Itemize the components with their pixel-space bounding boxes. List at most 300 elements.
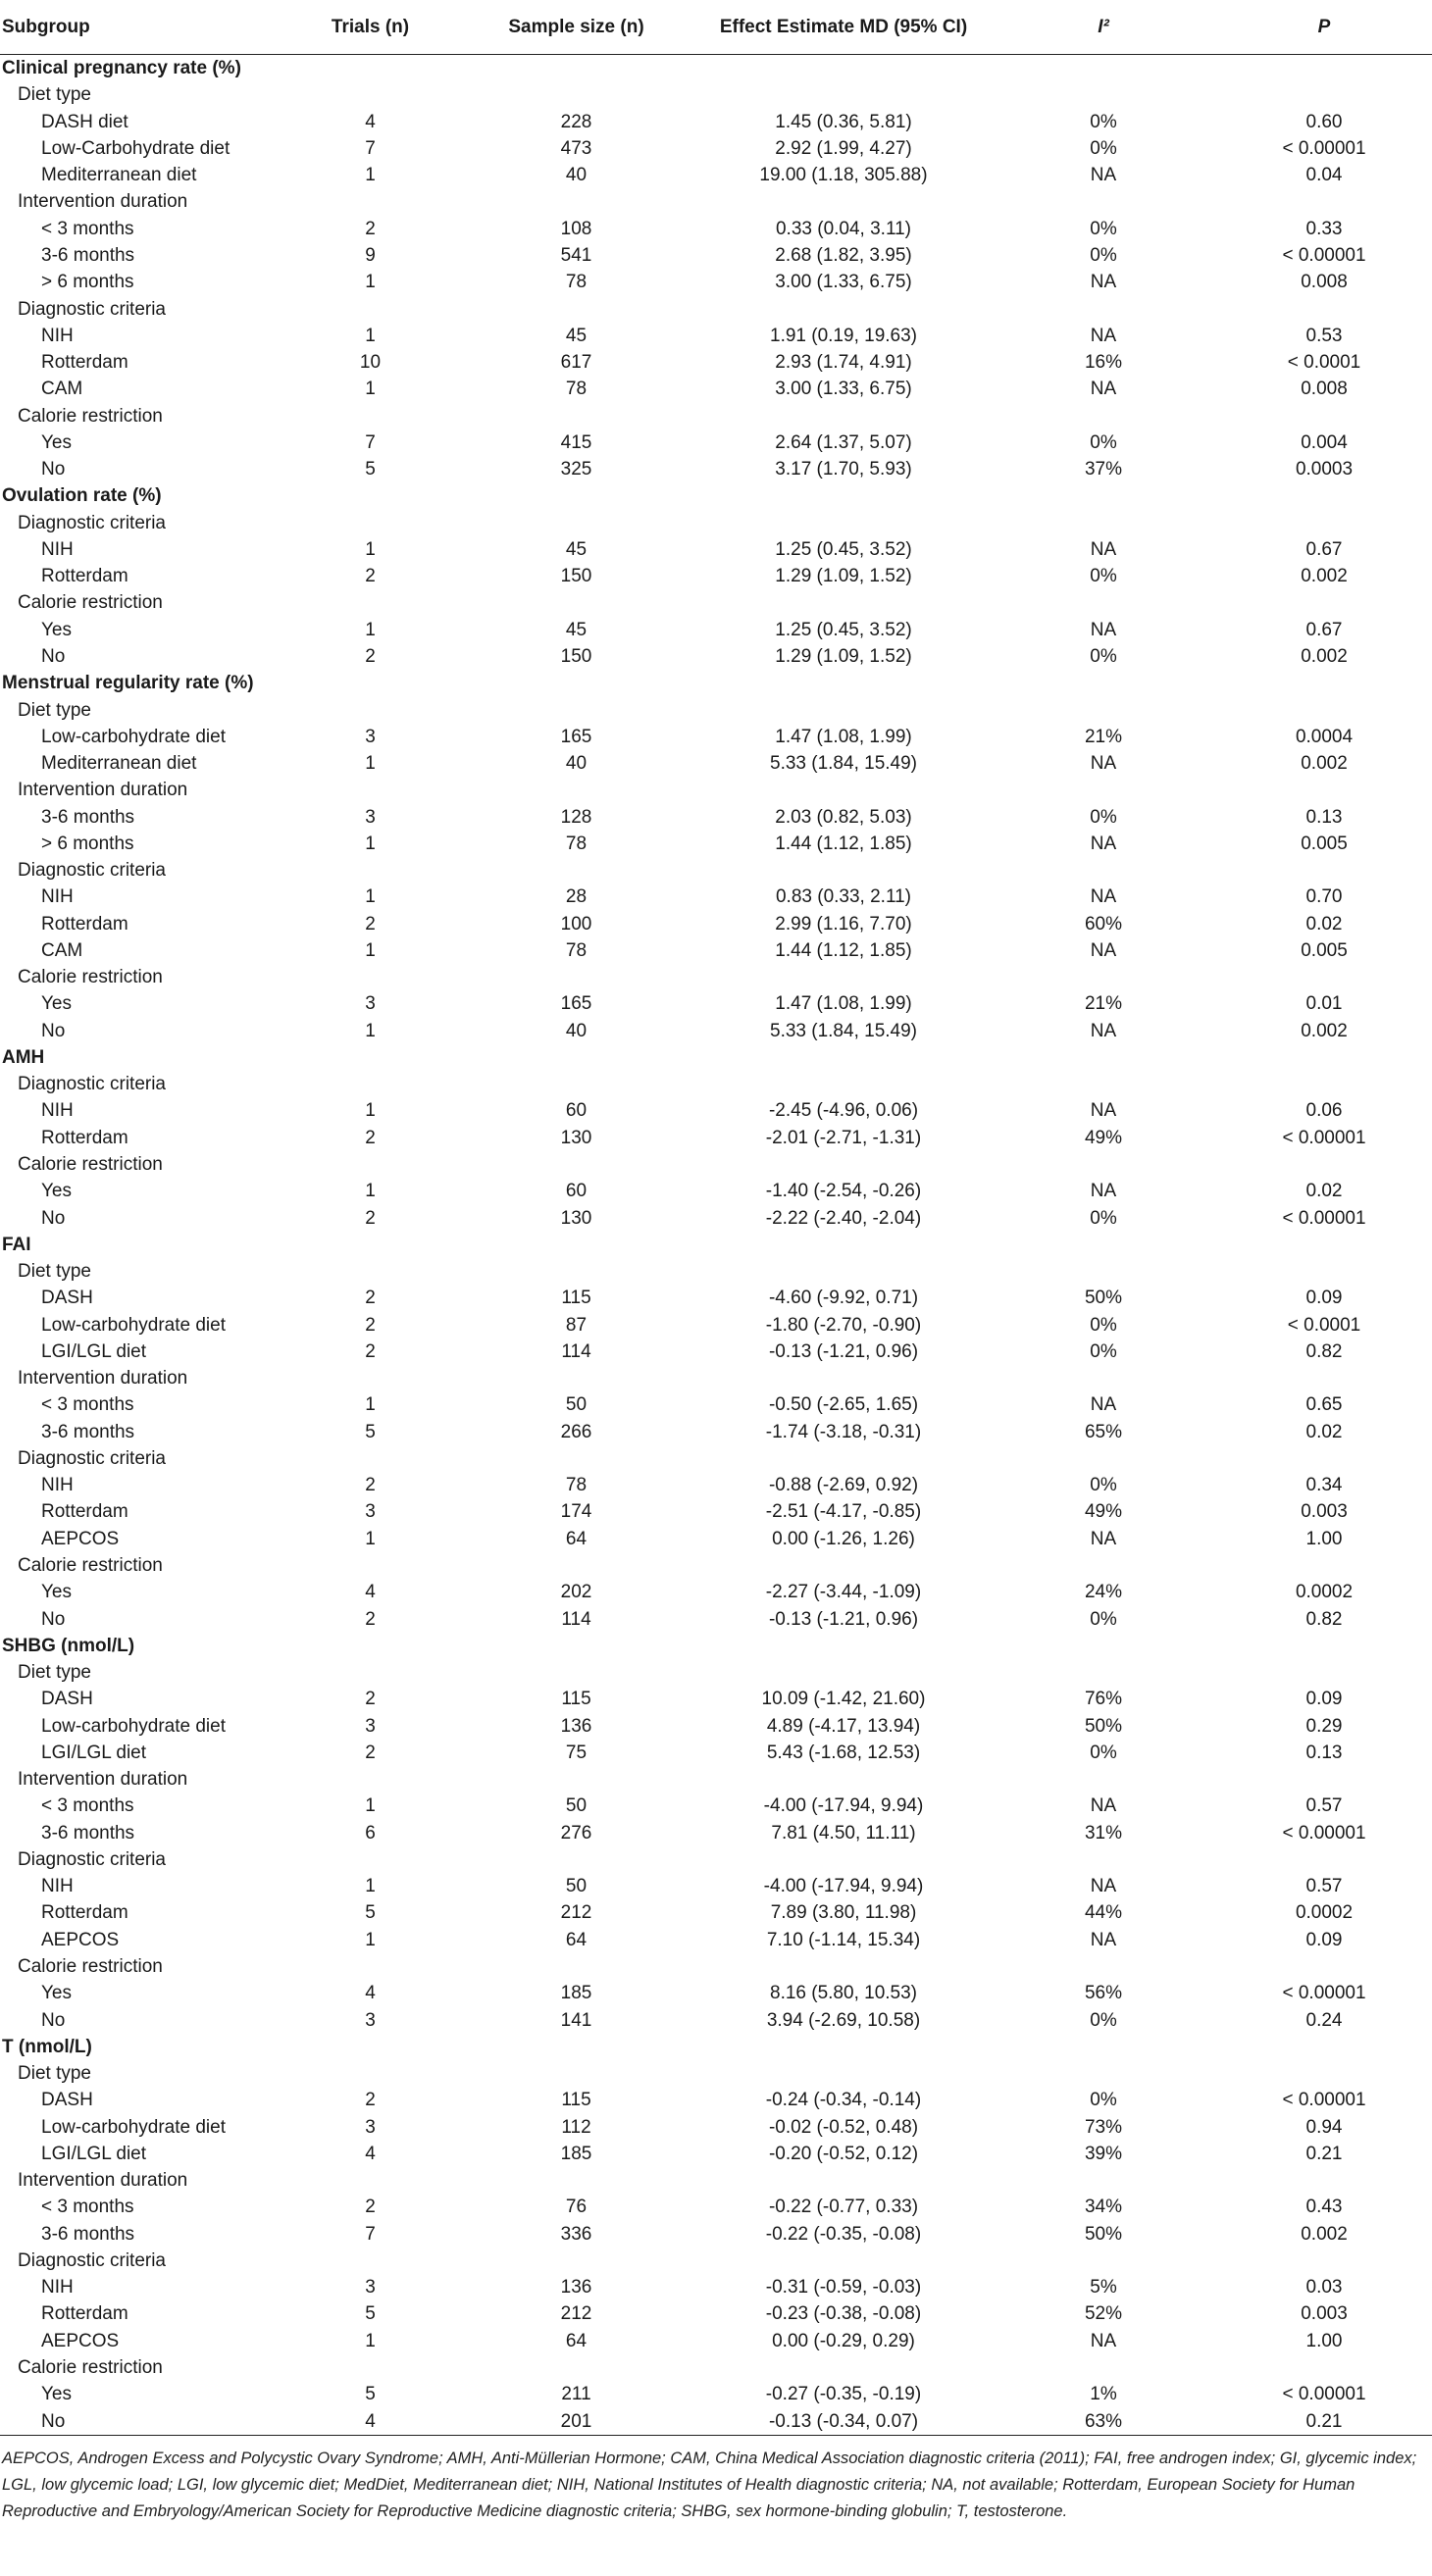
subgroup-cell: 3-6 months xyxy=(41,1822,135,1844)
section-row xyxy=(0,1232,1432,1258)
table-row xyxy=(0,2407,1432,2435)
trials-cell xyxy=(284,1846,456,1873)
table-row xyxy=(0,563,1432,589)
effect-estimate-cell xyxy=(696,1846,991,1873)
p-value-cell: 0.94 xyxy=(1305,2116,1343,2138)
effect-estimate-cell: -0.27 (-0.35, -0.19) xyxy=(765,2384,922,2405)
trials-cell xyxy=(284,1044,456,1071)
trials-cell: 3 xyxy=(365,806,376,828)
sample-size-cell: 112 xyxy=(561,2116,591,2138)
i-squared-cell: 0% xyxy=(1090,1340,1117,1362)
sample-size-cell: 50 xyxy=(565,1394,588,1416)
subgroup-cell: Calorie restriction xyxy=(18,1955,163,1977)
i-squared-cell: NA xyxy=(1090,165,1117,186)
subgroup-cell: 3-6 months xyxy=(41,806,135,828)
trials-cell xyxy=(284,2354,456,2381)
i-squared-cell xyxy=(991,81,1216,108)
sample-size-cell: 201 xyxy=(456,2407,696,2435)
effect-estimate-cell xyxy=(696,777,991,803)
sample-size-cell xyxy=(456,188,696,215)
effect-estimate-cell xyxy=(696,295,991,322)
p-value-cell xyxy=(1216,1258,1432,1285)
i-squared-cell xyxy=(991,2060,1216,2087)
effect-estimate-cell xyxy=(696,1659,991,1686)
table-row xyxy=(0,1579,1432,1605)
subgroup-cell: Yes xyxy=(41,431,72,453)
table-row xyxy=(0,1472,1432,1498)
subgroup-cell: 3-6 months xyxy=(41,2223,135,2245)
effect-estimate-cell xyxy=(696,1633,991,1659)
trials-cell: 6 xyxy=(365,1822,376,1844)
sample-size-cell: 228 xyxy=(560,111,592,132)
i-squared-cell xyxy=(991,482,1216,509)
trials-cell: 7 xyxy=(365,137,376,159)
sample-size-cell: 45 xyxy=(565,325,588,346)
i-squared-cell xyxy=(991,1232,1216,1258)
i-squared-cell: NA xyxy=(1090,886,1117,908)
effect-estimate-cell xyxy=(696,402,991,429)
group-row xyxy=(0,81,1432,108)
trials-cell: 2 xyxy=(365,1475,376,1496)
sample-size-cell: 165 xyxy=(560,993,592,1015)
p-value-cell: 0.04 xyxy=(1305,165,1343,186)
table-row xyxy=(0,643,1432,670)
subgroup-cell: Calorie restriction xyxy=(18,2356,163,2378)
i-squared-cell xyxy=(991,589,1216,616)
p-value-cell: 0.09 xyxy=(1305,1929,1343,1950)
trials-cell xyxy=(284,670,456,696)
sample-size-cell: 473 xyxy=(560,137,592,159)
effect-estimate-cell: 1.25 (0.45, 3.52) xyxy=(775,538,912,560)
sample-size-cell: 325 xyxy=(560,459,592,480)
effect-estimate-cell xyxy=(696,670,991,696)
table-row xyxy=(0,1526,1432,1552)
trials-cell: 1 xyxy=(365,538,376,560)
sample-size-cell xyxy=(456,81,696,108)
table-row xyxy=(0,135,1432,162)
p-value-cell: 0.005 xyxy=(1301,833,1348,854)
effect-estimate-cell: 8.16 (5.80, 10.53) xyxy=(770,1983,917,2004)
effect-estimate-cell: 3.00 (1.33, 6.75) xyxy=(775,272,912,293)
subgroup-cell: Rotterdam xyxy=(41,913,128,934)
table-row xyxy=(0,1391,1432,1418)
p-value-cell: < 0.0001 xyxy=(1287,352,1361,374)
effect-estimate-cell xyxy=(696,964,991,990)
trials-cell: 9 xyxy=(365,244,376,266)
i-squared-cell xyxy=(991,1365,1216,1391)
effect-estimate-cell: 2.68 (1.82, 3.95) xyxy=(775,244,912,266)
sample-size-cell xyxy=(456,295,696,322)
effect-estimate-cell: -0.13 (-0.34, 0.07) xyxy=(696,2407,991,2435)
i-squared-cell: 0% xyxy=(1090,218,1117,239)
subgroup-cell: No xyxy=(41,1207,66,1229)
trials-cell xyxy=(284,1659,456,1686)
sample-size-cell: 114 xyxy=(561,1608,591,1630)
table-row xyxy=(0,1125,1432,1151)
p-value-cell: 0.002 xyxy=(1301,753,1348,775)
effect-estimate-cell xyxy=(696,589,991,616)
i-squared-cell: NA xyxy=(1090,939,1117,961)
i-squared-cell: 56% xyxy=(1084,1983,1123,2004)
trials-cell: 1 xyxy=(365,939,376,961)
trials-cell xyxy=(284,482,456,509)
i-squared-cell: 0% xyxy=(1090,244,1117,266)
i-squared-cell xyxy=(991,55,1216,82)
trials-cell xyxy=(284,696,456,723)
subgroup-cell: Ovulation rate (%) xyxy=(2,485,162,507)
i-squared-cell: NA xyxy=(1090,1100,1117,1122)
p-value-cell xyxy=(1216,670,1432,696)
effect-estimate-cell: 1.25 (0.45, 3.52) xyxy=(775,619,912,640)
trials-cell: 7 xyxy=(365,2223,376,2245)
p-value-cell: 0.005 xyxy=(1301,939,1348,961)
trials-cell: 5 xyxy=(365,2303,376,2325)
effect-estimate-cell: 2.99 (1.16, 7.70) xyxy=(775,913,912,934)
table-body xyxy=(0,55,1432,2436)
p-value-cell: 0.02 xyxy=(1305,1421,1343,1442)
p-value-cell: 0.21 xyxy=(1216,2407,1432,2435)
p-value-cell xyxy=(1216,1953,1432,1980)
i-squared-cell: 0% xyxy=(1090,645,1117,667)
effect-estimate-cell xyxy=(696,1258,991,1285)
sample-size-cell: 136 xyxy=(560,1715,592,1737)
i-squared-cell xyxy=(991,964,1216,990)
subgroup-cell: Yes xyxy=(41,619,72,640)
effect-estimate-cell: -0.20 (-0.52, 0.12) xyxy=(768,2143,919,2164)
sample-size-cell: 40 xyxy=(565,165,588,186)
p-value-cell: 0.70 xyxy=(1305,886,1343,908)
i-squared-cell: 49% xyxy=(1084,1501,1123,1523)
subgroup-cell: Low-carbohydrate diet xyxy=(41,1314,226,1336)
sample-size-cell: 76 xyxy=(565,2197,588,2218)
effect-estimate-cell xyxy=(696,2248,991,2274)
p-value-cell: < 0.00001 xyxy=(1282,1127,1366,1148)
sample-size-cell xyxy=(456,402,696,429)
table-row xyxy=(0,1097,1432,1124)
i-squared-cell: 63% xyxy=(991,2407,1216,2435)
sample-size-cell xyxy=(456,1445,696,1472)
effect-estimate-cell: 7.89 (3.80, 11.98) xyxy=(770,1902,917,1924)
sample-size-cell: 266 xyxy=(560,1421,592,1442)
subgroup-cell: Mediterranean diet xyxy=(41,753,197,775)
p-value-cell: 0.0004 xyxy=(1295,726,1354,747)
group-row xyxy=(0,1552,1432,1579)
p-value-cell xyxy=(1216,1365,1432,1391)
sample-size-cell: 108 xyxy=(560,218,592,239)
trials-cell: 1 xyxy=(365,1795,376,1817)
table-row xyxy=(0,269,1432,295)
header-row xyxy=(0,0,1432,55)
i-squared-cell: 24% xyxy=(1084,1582,1123,1603)
section-row xyxy=(0,1633,1432,1659)
trials-cell: 4 xyxy=(365,111,376,132)
subgroup-cell: Diagnostic criteria xyxy=(18,298,166,320)
sample-size-cell: 78 xyxy=(565,272,588,293)
sample-size-cell: 541 xyxy=(560,244,592,266)
i-squared-cell xyxy=(991,402,1216,429)
sample-size-cell: 64 xyxy=(565,1528,588,1549)
p-value-cell xyxy=(1216,2354,1432,2381)
i-squared-cell: 34% xyxy=(1084,2197,1123,2218)
p-value-cell xyxy=(1216,589,1432,616)
subgroup-cell: LGI/LGL diet xyxy=(41,2143,147,2164)
table-row xyxy=(0,1018,1432,1044)
subgroup-cell: Intervention duration xyxy=(18,2170,188,2192)
sample-size-cell: 64 xyxy=(565,2330,588,2351)
sample-size-cell xyxy=(456,2167,696,2194)
subgroup-cell: < 3 months xyxy=(41,2197,134,2218)
subgroup-cell: Low-carbohydrate diet xyxy=(41,2116,226,2138)
effect-estimate-cell: -1.80 (-2.70, -0.90) xyxy=(765,1314,922,1336)
i-squared-cell: 76% xyxy=(1084,1689,1123,1710)
subgroup-cell: NIH xyxy=(41,538,74,560)
effect-estimate-cell: -0.13 (-1.21, 0.96) xyxy=(768,1608,919,1630)
p-value-cell: 0.004 xyxy=(1301,431,1348,453)
i-squared-cell: 0% xyxy=(1090,431,1117,453)
effect-estimate-cell xyxy=(696,857,991,884)
i-squared-cell: 65% xyxy=(1084,1421,1123,1442)
p-value-cell: 0.002 xyxy=(1301,1020,1348,1041)
sample-size-cell: 78 xyxy=(565,833,588,854)
table-row xyxy=(0,803,1432,830)
p-value-cell xyxy=(1216,1071,1432,1097)
i-squared-cell: NA xyxy=(1090,538,1117,560)
subgroup-cell: < 3 months xyxy=(41,1394,134,1416)
subgroup-cell: Calorie restriction xyxy=(18,1154,163,1176)
group-row xyxy=(0,188,1432,215)
p-value-cell: < 0.00001 xyxy=(1282,2090,1366,2111)
subgroup-cell: No xyxy=(41,2009,66,2031)
i-squared-cell xyxy=(991,1633,1216,1659)
effect-estimate-cell: -2.01 (-2.71, -1.31) xyxy=(765,1127,922,1148)
subgroup-cell: SHBG (nmol/L) xyxy=(2,1635,135,1656)
p-value-cell xyxy=(1216,188,1432,215)
trials-cell: 2 xyxy=(365,1207,376,1229)
trials-cell xyxy=(284,2248,456,2274)
sample-size-cell: 60 xyxy=(565,1100,588,1122)
subgroup-cell: 3-6 months xyxy=(41,244,135,266)
sample-size-cell: 185 xyxy=(560,1983,592,2004)
trials-cell: 1 xyxy=(365,886,376,908)
sample-size-cell: 115 xyxy=(561,1288,591,1309)
trials-cell: 10 xyxy=(359,352,382,374)
table-row xyxy=(0,884,1432,910)
effect-estimate-cell: 1.29 (1.09, 1.52) xyxy=(775,645,912,667)
effect-estimate-cell: -2.45 (-4.96, 0.06) xyxy=(768,1100,919,1122)
p-value-cell: 0.53 xyxy=(1305,325,1343,346)
p-value-cell xyxy=(1216,2248,1432,2274)
sample-size-cell xyxy=(456,510,696,536)
trials-cell: 4 xyxy=(365,2143,376,2164)
sample-size-cell: 78 xyxy=(565,1475,588,1496)
header-trials: Trials (n) xyxy=(284,0,456,55)
effect-estimate-cell xyxy=(696,81,991,108)
effect-estimate-cell xyxy=(696,1766,991,1793)
group-row xyxy=(0,1766,1432,1793)
trials-cell xyxy=(284,1232,456,1258)
sample-size-cell: 28 xyxy=(565,886,588,908)
p-value-cell xyxy=(1216,857,1432,884)
table-row xyxy=(0,937,1432,964)
table-row xyxy=(0,1204,1432,1231)
sample-size-cell xyxy=(456,777,696,803)
effect-estimate-cell xyxy=(696,55,991,82)
i-squared-cell xyxy=(991,1766,1216,1793)
effect-estimate-cell: -0.31 (-0.59, -0.03) xyxy=(765,2277,922,2298)
p-value-cell: 0.67 xyxy=(1305,619,1343,640)
table-row xyxy=(0,456,1432,482)
i-squared-cell: NA xyxy=(1090,619,1117,640)
subgroup-cell: Diagnostic criteria xyxy=(18,860,166,882)
trials-cell: 1 xyxy=(365,1929,376,1950)
effect-estimate-cell: -0.23 (-0.38, -0.08) xyxy=(765,2303,922,2325)
p-value-cell xyxy=(1216,696,1432,723)
effect-estimate-cell: 1.45 (0.36, 5.81) xyxy=(775,111,912,132)
sample-size-cell xyxy=(456,1633,696,1659)
i-squared-cell xyxy=(991,1071,1216,1097)
group-row xyxy=(0,1445,1432,1472)
section-row xyxy=(0,482,1432,509)
i-squared-cell: 31% xyxy=(1084,1822,1123,1844)
effect-estimate-cell xyxy=(696,1151,991,1178)
subgroup-cell: Diet type xyxy=(18,1261,91,1283)
i-squared-cell: 0% xyxy=(1090,1608,1117,1630)
group-row xyxy=(0,2060,1432,2087)
trials-cell: 1 xyxy=(365,325,376,346)
trials-cell: 2 xyxy=(365,1608,376,1630)
sample-size-cell: 336 xyxy=(560,2223,592,2245)
trials-cell: 2 xyxy=(365,1127,376,1148)
subgroup-cell: Rotterdam xyxy=(41,352,128,374)
p-value-cell: 0.02 xyxy=(1305,913,1343,934)
trials-cell: 1 xyxy=(365,619,376,640)
sample-size-cell xyxy=(456,1071,696,1097)
sample-size-cell: 150 xyxy=(560,566,592,587)
table-row xyxy=(0,162,1432,188)
p-value-cell: 0.002 xyxy=(1301,566,1348,587)
subgroup-cell: Yes xyxy=(41,1983,72,2004)
table-row xyxy=(0,1605,1432,1632)
p-value-cell xyxy=(1216,1151,1432,1178)
sample-size-cell: 150 xyxy=(560,645,592,667)
trials-cell: 3 xyxy=(365,1501,376,1523)
i-squared-cell: 0% xyxy=(1090,1314,1117,1336)
subgroup-cell: No xyxy=(41,459,66,480)
trials-cell: 4 xyxy=(365,1983,376,2004)
sample-size-cell: 40 xyxy=(565,753,588,775)
subgroup-cell: Yes xyxy=(41,1582,72,1603)
subgroup-cell: NIH xyxy=(41,1475,74,1496)
p-value-cell: 0.60 xyxy=(1305,111,1343,132)
effect-estimate-cell xyxy=(696,1552,991,1579)
sample-size-cell xyxy=(456,1659,696,1686)
i-squared-cell: NA xyxy=(1090,1795,1117,1817)
sample-size-cell: 617 xyxy=(560,352,592,374)
subgroup-cell: 3-6 months xyxy=(41,1421,135,1442)
sample-size-cell: 87 xyxy=(565,1314,588,1336)
p-value-cell xyxy=(1216,964,1432,990)
table-row xyxy=(0,1311,1432,1338)
trials-cell xyxy=(284,1633,456,1659)
table-row xyxy=(0,831,1432,857)
sample-size-cell xyxy=(456,1151,696,1178)
subgroup-cell: Calorie restriction xyxy=(18,592,163,614)
subgroup-cell: No xyxy=(41,1608,66,1630)
effect-estimate-cell: 0.00 (-0.29, 0.29) xyxy=(772,2330,915,2351)
group-row xyxy=(0,1071,1432,1097)
trials-cell: 1 xyxy=(365,1876,376,1897)
p-value-cell xyxy=(1216,777,1432,803)
table-row xyxy=(0,2274,1432,2300)
subgroup-cell: DASH diet xyxy=(41,111,128,132)
trials-cell xyxy=(284,1071,456,1097)
subgroup-cell: Intervention duration xyxy=(18,780,188,801)
subgroup-cell: NIH xyxy=(41,325,74,346)
effect-estimate-cell: -2.22 (-2.40, -2.04) xyxy=(765,1207,922,1229)
table-footnote: AEPCOS, Androgen Excess and Polycystic Ovary Syndrome; AMH, Anti-Müllerian Hormone; CAM, China Medical Association diagnostic criteria (2011); FAI, free androgen index; GI, glycemic index; LGL, low glycemic load; LGI, low glycemic diet; MedDiet, Mediterranean diet; NIH, National Institutes of Health diagnostic criteria; NA, not available; Rotterdam, European Society for Human Reproductive and Embryology/American Society for Reproductive Medicine diagnostic criteria; SHBG, sex hormone-binding globulin; T, testosterone. xyxy=(2,2449,1417,2520)
effect-estimate-cell: 10.09 (-1.42, 21.60) xyxy=(761,1689,926,1710)
table-row xyxy=(0,1178,1432,1204)
sample-size-cell xyxy=(456,589,696,616)
subgroup-cell: Rotterdam xyxy=(41,2303,128,2325)
p-value-cell xyxy=(1216,1766,1432,1793)
i-squared-cell: NA xyxy=(1090,1876,1117,1897)
i-squared-cell: 0% xyxy=(1090,1742,1117,1763)
table-row xyxy=(0,617,1432,643)
sample-size-cell: 75 xyxy=(565,1742,588,1763)
effect-estimate-cell xyxy=(696,1365,991,1391)
i-squared-cell xyxy=(991,857,1216,884)
sample-size-cell xyxy=(456,964,696,990)
i-squared-cell xyxy=(991,1659,1216,1686)
effect-estimate-cell xyxy=(696,1232,991,1258)
subgroup-cell: Low-carbohydrate diet xyxy=(41,726,226,747)
effect-estimate-cell: 19.00 (1.18, 305.88) xyxy=(759,165,928,186)
p-value-cell: 0.13 xyxy=(1305,1742,1343,1763)
subgroup-cell: Rotterdam xyxy=(41,1127,128,1148)
p-value-cell: 1.00 xyxy=(1305,1528,1343,1549)
trials-cell: 1 xyxy=(365,1020,376,1041)
sample-size-cell xyxy=(456,1232,696,1258)
header-sample-size: Sample size (n) xyxy=(456,0,696,55)
sample-size-cell: 40 xyxy=(565,1020,588,1041)
trials-cell xyxy=(284,402,456,429)
trials-cell: 1 xyxy=(365,379,376,400)
effect-estimate-cell xyxy=(696,2060,991,2087)
i-squared-cell xyxy=(991,295,1216,322)
subgroup-cell: FAI xyxy=(2,1234,31,1255)
sample-size-cell: 60 xyxy=(565,1181,588,1202)
p-value-cell: 0.67 xyxy=(1305,538,1343,560)
sample-size-cell: 128 xyxy=(560,806,592,828)
group-row xyxy=(0,1846,1432,1873)
trials-cell: 2 xyxy=(365,218,376,239)
subgroup-cell: Low-carbohydrate diet xyxy=(41,1715,226,1737)
trials-cell: 2 xyxy=(365,1340,376,1362)
trials-cell xyxy=(284,1953,456,1980)
p-value-cell: 0.002 xyxy=(1301,645,1348,667)
i-squared-cell: 60% xyxy=(1084,913,1123,934)
effect-estimate-cell xyxy=(696,2354,991,2381)
trials-cell: 3 xyxy=(365,1715,376,1737)
p-value-cell: 0.01 xyxy=(1305,993,1343,1015)
i-squared-cell: 37% xyxy=(1084,459,1123,480)
p-value-cell: 0.43 xyxy=(1305,2197,1343,2218)
table-row xyxy=(0,1339,1432,1365)
sample-size-cell: 78 xyxy=(565,939,588,961)
table-row xyxy=(0,1820,1432,1846)
i-squared-cell xyxy=(991,1445,1216,1472)
